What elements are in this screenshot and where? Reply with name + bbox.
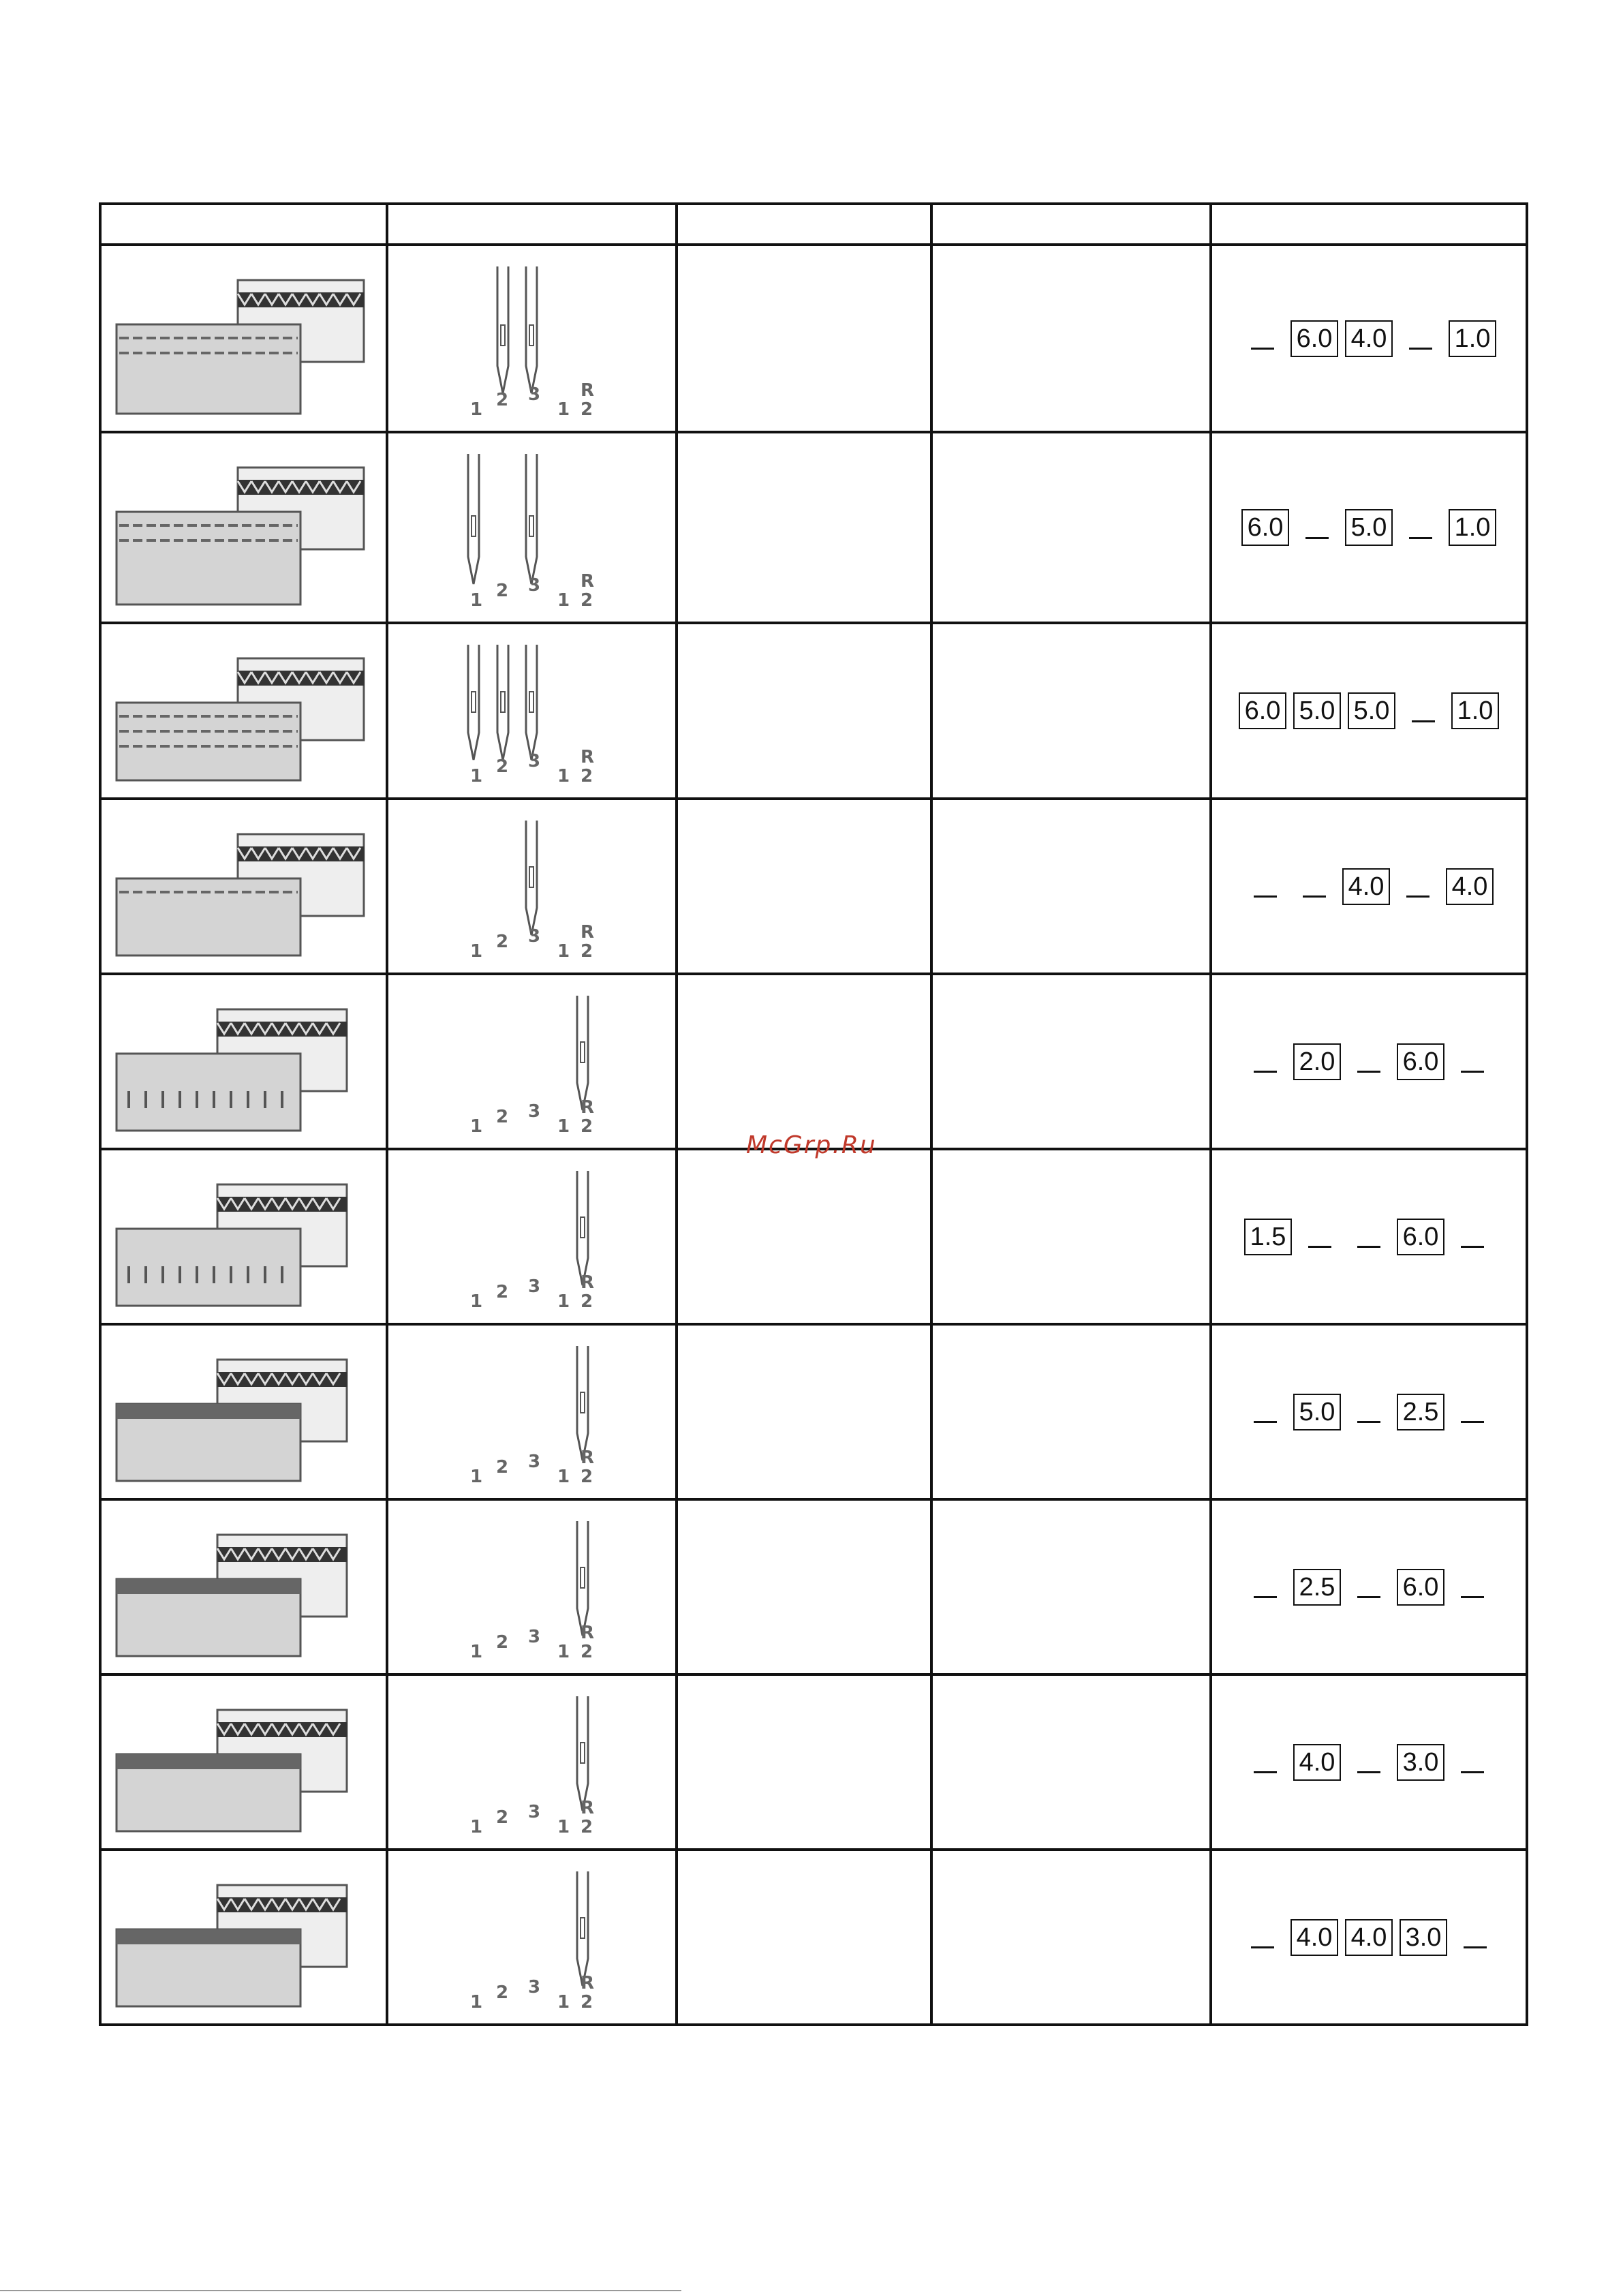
stitch-row bbox=[100, 1149, 1527, 1324]
needle-position-diagram bbox=[388, 246, 673, 427]
needle-position-label: R bbox=[581, 747, 595, 767]
swatch-cell bbox=[100, 245, 387, 432]
needle-position-label: 3 bbox=[528, 1977, 541, 1997]
swatch-cell bbox=[100, 432, 387, 623]
needle-cell bbox=[387, 1850, 677, 2025]
empty-setting-dash bbox=[1406, 875, 1429, 898]
needle-position-label: 1 bbox=[470, 1992, 483, 2012]
empty-cell bbox=[677, 432, 931, 623]
needle-position-label: 1 bbox=[470, 399, 483, 420]
watermark: McGrp.Ru bbox=[746, 1131, 877, 1159]
needle-icon bbox=[468, 454, 479, 584]
needle-position-diagram bbox=[388, 1676, 673, 1845]
needle-position-diagram bbox=[388, 1326, 673, 1495]
empty-cell bbox=[677, 1674, 931, 1850]
needle-position-label: 1 bbox=[557, 1992, 570, 2012]
empty-setting-dash bbox=[1461, 1400, 1484, 1423]
needle-position-label: 2 bbox=[581, 941, 593, 962]
empty-cell bbox=[931, 623, 1211, 799]
needle-position-label: 3 bbox=[528, 751, 541, 771]
needle-position-label: 2 bbox=[581, 766, 593, 786]
stitch-row bbox=[100, 799, 1527, 974]
tension-value-box: 4.0 bbox=[1293, 1744, 1341, 1781]
swatch-cell bbox=[100, 974, 387, 1149]
stitch-table bbox=[99, 202, 1526, 2026]
empty-setting-dash bbox=[1409, 327, 1432, 350]
empty-cell bbox=[931, 1674, 1211, 1850]
tension-settings bbox=[1212, 1744, 1526, 1781]
stitch-row bbox=[100, 1674, 1527, 1850]
empty-cell bbox=[677, 799, 931, 974]
needle-position-label: 3 bbox=[528, 1101, 541, 1122]
needle-position-label: 3 bbox=[528, 1452, 541, 1472]
needle-position-label: R bbox=[581, 922, 595, 943]
tension-settings bbox=[1212, 1919, 1526, 1956]
tension-settings-cell bbox=[1211, 1499, 1527, 1674]
empty-setting-dash bbox=[1254, 1400, 1277, 1423]
needle-position-label: 2 bbox=[581, 1642, 593, 1662]
tension-value-box: 6.0 bbox=[1241, 509, 1289, 546]
needle-position-label: 2 bbox=[581, 1291, 593, 1312]
needle-position-label: 3 bbox=[528, 384, 541, 405]
swatch-cell bbox=[100, 1324, 387, 1499]
needle-position-label: 1 bbox=[470, 1291, 483, 1312]
needle-position-label: 1 bbox=[470, 766, 483, 786]
needle-position-label: 2 bbox=[581, 590, 593, 611]
tension-value-box: 5.0 bbox=[1348, 692, 1395, 729]
needle-icon bbox=[497, 645, 508, 760]
needle-cell bbox=[387, 799, 677, 974]
empty-setting-dash bbox=[1308, 1225, 1331, 1248]
needle-icon bbox=[526, 821, 537, 935]
tension-value-box: 2.5 bbox=[1293, 1569, 1341, 1606]
tension-value-box: 1.5 bbox=[1244, 1219, 1292, 1255]
needle-position-label: 2 bbox=[496, 1107, 509, 1127]
tension-value-box: 4.0 bbox=[1342, 868, 1390, 905]
needle-icon bbox=[468, 645, 479, 760]
tension-settings-cell bbox=[1211, 245, 1527, 432]
tension-value-box: 2.5 bbox=[1397, 1394, 1444, 1430]
needle-position-label: 1 bbox=[557, 766, 570, 786]
needle-position-label: R bbox=[581, 1973, 595, 1993]
empty-cell bbox=[931, 1324, 1211, 1499]
empty-cell bbox=[931, 974, 1211, 1149]
stitch-swatch-illustration bbox=[102, 433, 388, 618]
needle-icon bbox=[577, 1346, 588, 1460]
tension-settings-cell bbox=[1211, 799, 1527, 974]
needle-position-label: 2 bbox=[581, 399, 593, 420]
swatch-cell bbox=[100, 1149, 387, 1324]
swatch-cell bbox=[100, 799, 387, 974]
needle-position-label: R bbox=[581, 571, 595, 592]
tension-value-box: 5.0 bbox=[1345, 509, 1393, 546]
empty-cell bbox=[931, 1149, 1211, 1324]
needle-position-diagram bbox=[388, 433, 673, 618]
tension-settings-cell bbox=[1211, 432, 1527, 623]
needle-position-label: 1 bbox=[557, 590, 570, 611]
needle-position-label: 3 bbox=[528, 926, 541, 947]
tension-settings-cell bbox=[1211, 1324, 1527, 1499]
tension-settings bbox=[1212, 1043, 1526, 1080]
stitch-row bbox=[100, 623, 1527, 799]
needle-position-label: 3 bbox=[528, 1802, 541, 1822]
needle-position-diagram bbox=[388, 1150, 673, 1319]
empty-setting-dash bbox=[1461, 1576, 1484, 1598]
stitch-row bbox=[100, 1850, 1527, 2025]
needle-position-label: 2 bbox=[496, 756, 509, 777]
tension-settings bbox=[1212, 1219, 1526, 1255]
stitch-swatch-illustration bbox=[102, 1326, 388, 1495]
needle-position-label: 1 bbox=[470, 941, 483, 962]
needle-position-diagram bbox=[388, 1501, 673, 1670]
swatch-cell bbox=[100, 1499, 387, 1674]
needle-position-label: 1 bbox=[470, 1817, 483, 1837]
needle-position-label: R bbox=[581, 1798, 595, 1818]
empty-setting-dash bbox=[1357, 1225, 1380, 1248]
needle-icon bbox=[577, 996, 588, 1110]
empty-setting-dash bbox=[1251, 1926, 1274, 1948]
tension-value-box: 5.0 bbox=[1293, 692, 1341, 729]
stitch-swatch-illustration bbox=[102, 246, 388, 427]
tension-settings bbox=[1212, 868, 1526, 905]
needle-icon bbox=[577, 1521, 588, 1636]
stitch-swatch-illustration bbox=[102, 1676, 388, 1845]
tension-value-box: 4.0 bbox=[1290, 1919, 1338, 1956]
tension-value-box: 6.0 bbox=[1239, 692, 1286, 729]
needle-cell bbox=[387, 623, 677, 799]
needle-position-label: R bbox=[581, 380, 595, 401]
tension-value-box: 1.0 bbox=[1449, 509, 1496, 546]
tension-value-box: 4.0 bbox=[1446, 868, 1494, 905]
stitch-row bbox=[100, 1324, 1527, 1499]
needle-position-label: 1 bbox=[470, 1116, 483, 1137]
tension-value-box: 5.0 bbox=[1293, 1394, 1341, 1430]
empty-setting-dash bbox=[1357, 1576, 1380, 1598]
empty-setting-dash bbox=[1254, 875, 1277, 898]
needle-position-label: 2 bbox=[496, 1457, 509, 1478]
needle-position-label: 2 bbox=[581, 1467, 593, 1487]
tension-settings-cell bbox=[1211, 1850, 1527, 2025]
empty-cell bbox=[931, 1850, 1211, 2025]
empty-setting-dash bbox=[1357, 1400, 1380, 1423]
needle-position-label: 2 bbox=[581, 1992, 593, 2012]
stitch-swatch-illustration bbox=[102, 1851, 388, 2020]
empty-cell bbox=[677, 974, 931, 1149]
stitch-swatch-illustration bbox=[102, 800, 388, 969]
needle-position-label: 2 bbox=[496, 1983, 509, 2003]
needle-position-label: 2 bbox=[496, 1282, 509, 1302]
needle-icon bbox=[497, 266, 508, 393]
empty-setting-dash bbox=[1254, 1576, 1277, 1598]
tension-value-box: 3.0 bbox=[1397, 1744, 1444, 1781]
tension-settings bbox=[1212, 1394, 1526, 1430]
empty-cell bbox=[931, 245, 1211, 432]
tension-value-box: 4.0 bbox=[1345, 1919, 1393, 1956]
header-row bbox=[100, 204, 1527, 245]
needle-position-label: R bbox=[581, 1272, 595, 1293]
needle-cell bbox=[387, 1324, 677, 1499]
empty-setting-dash bbox=[1461, 1050, 1484, 1073]
needle-position-label: 2 bbox=[496, 390, 509, 410]
empty-setting-dash bbox=[1303, 875, 1326, 898]
header-cell bbox=[931, 204, 1211, 245]
tension-settings bbox=[1212, 320, 1526, 357]
needle-position-label: 2 bbox=[496, 1807, 509, 1828]
needle-cell bbox=[387, 1674, 677, 1850]
needle-position-label: 2 bbox=[581, 1116, 593, 1137]
stitch-row bbox=[100, 245, 1527, 432]
empty-cell bbox=[931, 799, 1211, 974]
tension-settings bbox=[1212, 692, 1526, 729]
empty-cell bbox=[677, 1850, 931, 2025]
swatch-cell bbox=[100, 1674, 387, 1850]
needle-cell bbox=[387, 245, 677, 432]
needle-position-label: R bbox=[581, 1448, 595, 1468]
swatch-cell bbox=[100, 1850, 387, 2025]
empty-cell bbox=[677, 623, 931, 799]
needle-position-label: R bbox=[581, 1623, 595, 1643]
empty-setting-dash bbox=[1357, 1050, 1380, 1073]
needle-icon bbox=[577, 1871, 588, 1986]
needle-icon bbox=[526, 645, 537, 760]
empty-setting-dash bbox=[1254, 1050, 1277, 1073]
tension-settings-cell bbox=[1211, 1149, 1527, 1324]
tension-value-box: 3.0 bbox=[1400, 1919, 1447, 1956]
tension-value-box: 1.0 bbox=[1449, 320, 1496, 357]
stitch-swatch-illustration bbox=[102, 1501, 388, 1670]
tension-value-box: 6.0 bbox=[1397, 1569, 1444, 1606]
needle-position-label: 2 bbox=[496, 1632, 509, 1653]
empty-setting-dash bbox=[1251, 327, 1274, 350]
needle-position-label: 2 bbox=[496, 581, 509, 601]
needle-position-label: 1 bbox=[557, 399, 570, 420]
needle-position-label: 1 bbox=[557, 1467, 570, 1487]
swatch-cell bbox=[100, 623, 387, 799]
needle-position-label: 1 bbox=[557, 1817, 570, 1837]
stitch-row bbox=[100, 432, 1527, 623]
stitch-row bbox=[100, 1499, 1527, 1674]
header-cell bbox=[1211, 204, 1527, 245]
empty-cell bbox=[677, 245, 931, 432]
tension-value-box: 6.0 bbox=[1397, 1219, 1444, 1255]
needle-position-label: 1 bbox=[557, 1116, 570, 1137]
needle-cell bbox=[387, 1499, 677, 1674]
empty-cell bbox=[677, 1324, 931, 1499]
needle-cell bbox=[387, 974, 677, 1149]
tension-settings-cell bbox=[1211, 623, 1527, 799]
needle-position-label: 3 bbox=[528, 575, 541, 596]
needle-position-diagram bbox=[388, 624, 673, 794]
empty-setting-dash bbox=[1254, 1751, 1277, 1773]
needle-position-label: 1 bbox=[470, 590, 483, 611]
footer-rule bbox=[0, 2290, 681, 2291]
needle-cell bbox=[387, 1149, 677, 1324]
stitch-swatch-illustration bbox=[102, 1150, 388, 1319]
tension-value-box: 4.0 bbox=[1345, 320, 1393, 357]
empty-setting-dash bbox=[1412, 700, 1435, 722]
needle-position-label: 1 bbox=[470, 1642, 483, 1662]
needle-position-label: R bbox=[581, 1097, 595, 1118]
needle-position-diagram bbox=[388, 800, 673, 969]
empty-setting-dash bbox=[1461, 1225, 1484, 1248]
tension-settings-cell bbox=[1211, 1674, 1527, 1850]
stitch-swatch-illustration bbox=[102, 624, 388, 794]
tension-value-box: 6.0 bbox=[1397, 1043, 1444, 1080]
tension-settings bbox=[1212, 1569, 1526, 1606]
empty-cell bbox=[677, 1149, 931, 1324]
needle-icon bbox=[577, 1171, 588, 1285]
tension-value-box: 6.0 bbox=[1290, 320, 1338, 357]
stitch-swatch-illustration bbox=[102, 975, 388, 1144]
tension-value-box: 2.0 bbox=[1293, 1043, 1341, 1080]
needle-icon bbox=[526, 454, 537, 584]
needle-position-label: 1 bbox=[470, 1467, 483, 1487]
needle-position-label: 1 bbox=[557, 1642, 570, 1662]
empty-setting-dash bbox=[1357, 1751, 1380, 1773]
header-cell bbox=[100, 204, 387, 245]
needle-position-diagram bbox=[388, 1851, 673, 2020]
needle-position-label: 3 bbox=[528, 1627, 541, 1647]
needle-position-label: 1 bbox=[557, 941, 570, 962]
empty-setting-dash bbox=[1305, 517, 1329, 539]
tension-settings-cell bbox=[1211, 974, 1527, 1149]
tension-value-box: 1.0 bbox=[1451, 692, 1499, 729]
needle-position-diagram bbox=[388, 975, 673, 1144]
needle-icon bbox=[526, 266, 537, 393]
needle-icon bbox=[577, 1696, 588, 1811]
needle-position-label: 2 bbox=[581, 1817, 593, 1837]
empty-cell bbox=[931, 432, 1211, 623]
empty-cell bbox=[677, 1499, 931, 1674]
empty-cell bbox=[931, 1499, 1211, 1674]
needle-position-label: 3 bbox=[528, 1276, 541, 1297]
needle-cell bbox=[387, 432, 677, 623]
needle-position-label: 2 bbox=[496, 932, 509, 952]
header-cell bbox=[677, 204, 931, 245]
empty-setting-dash bbox=[1461, 1751, 1484, 1773]
tension-settings bbox=[1212, 509, 1526, 546]
stitch-row bbox=[100, 974, 1527, 1149]
empty-setting-dash bbox=[1464, 1926, 1487, 1948]
needle-position-label: 1 bbox=[557, 1291, 570, 1312]
empty-setting-dash bbox=[1409, 517, 1432, 539]
header-cell bbox=[387, 204, 677, 245]
